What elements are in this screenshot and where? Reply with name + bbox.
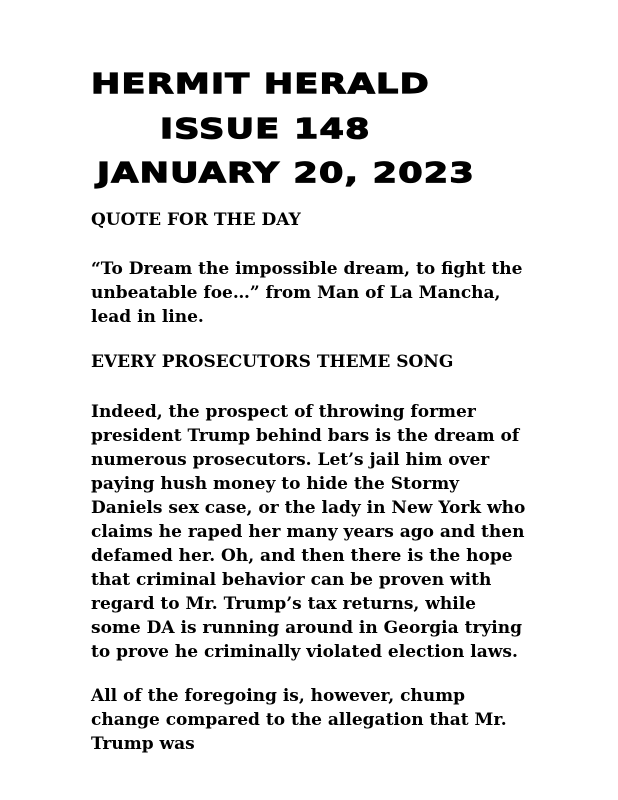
masthead-title: HERMIT HERALD [91, 67, 430, 100]
quote-heading: QUOTE FOR THE DAY [91, 210, 301, 230]
body-paragraph-continued: All of the foregoing is, however, chump change compared to the allegation that Mr. Trump was [91, 686, 507, 754]
masthead-date: JANUARY 20, 2023 [97, 156, 476, 189]
theme-song-heading: EVERY PROSECUTORS THEME SONG [91, 352, 454, 372]
body-paragraph: Indeed, the prospect of throwing former president Trump behind bars is the dream of numerous prosecutors. Let’s jail him over paying hush money to hide the Stormy Daniels sex case, or the lady in New York who claims he raped her many years ago and then defamed her. Oh, and then there is the hope that criminal behavior can be proven with regard to Mr. Trump’s tax returns, while some DA is running around in Georgia trying to prove he criminally violated election laws. [91, 402, 526, 662]
masthead-issue: ISSUE 148 [160, 112, 371, 145]
quote-paragraph: “To Dream the impossible dream, to fight the unbeatable foe…” from Man of La Mancha, lead in line. [91, 259, 523, 327]
